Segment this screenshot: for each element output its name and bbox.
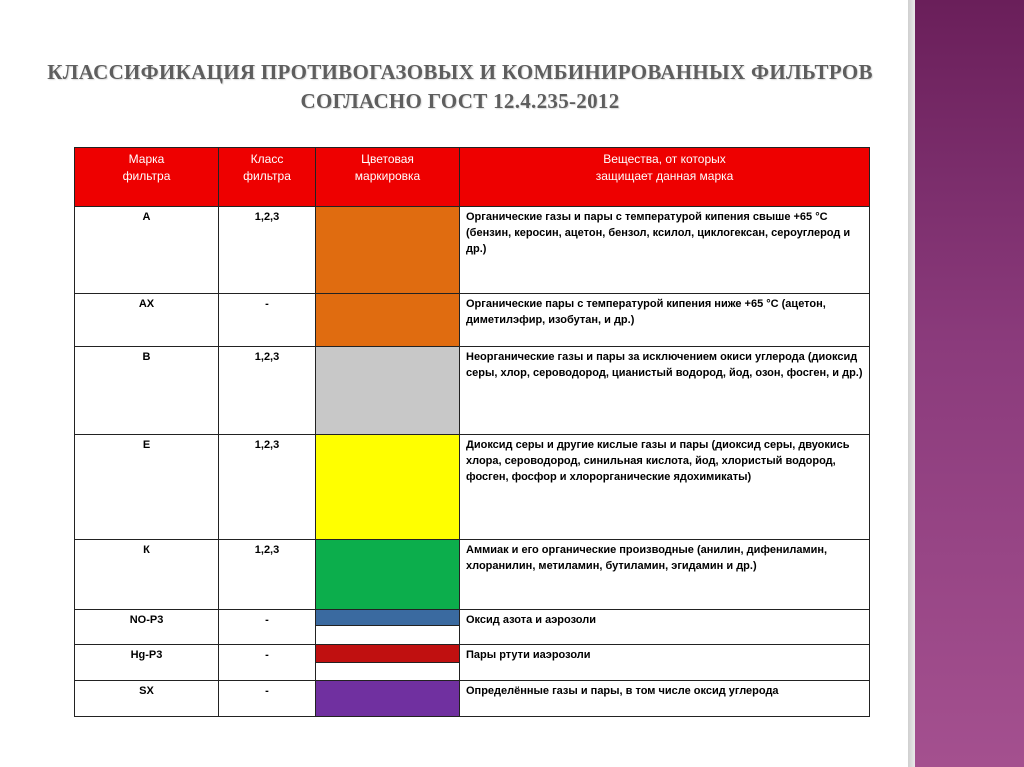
filter-description: Оксид азота и аэрозоли <box>460 610 870 645</box>
table-row <box>75 610 870 645</box>
color-swatch <box>316 645 460 681</box>
color-swatch <box>316 294 460 347</box>
filter-description: Пары ртути иаэрозоли <box>460 645 870 681</box>
color-swatch <box>316 347 460 435</box>
table-row <box>75 540 870 610</box>
filter-brand: В <box>75 347 219 435</box>
title-line-1: КЛАССИФИКАЦИЯ ПРОТИВОГАЗОВЫХ И КОМБИНИРОВАННЫХ ФИЛЬТРОВ <box>47 60 873 84</box>
filter-class: 1,2,3 <box>219 435 316 540</box>
filter-description: Диоксид серы и другие кислые газы и пары (диоксид серы, двуокись хлора, сероводород, синильная кислота, йод, хлористый водород, фосген, фосфор и хлорорганические ядохимикаты) <box>460 435 870 540</box>
filter-brand: Е <box>75 435 219 540</box>
color-swatch <box>316 540 460 610</box>
color-swatch <box>316 435 460 540</box>
filter-description: Аммиак и его органические производные (анилин, дифениламин, хлоранилин, метиламин, бутиламин, эгидамин и др.) <box>460 540 870 610</box>
filter-class: - <box>219 294 316 347</box>
decorative-side-panel <box>915 0 1024 767</box>
table-row <box>75 347 870 435</box>
table-row <box>75 681 870 717</box>
filter-class: - <box>219 645 316 681</box>
table-header-row <box>75 148 870 207</box>
filter-class: 1,2,3 <box>219 207 316 294</box>
filter-class: - <box>219 681 316 717</box>
filter-description: Определённые газы и пары, в том числе оксид углерода <box>460 681 870 717</box>
table-row <box>75 294 870 347</box>
filter-classification-table <box>74 147 870 717</box>
header-filter-class: Класс фильтра <box>219 148 316 207</box>
filter-brand: Hg-P3 <box>75 645 219 681</box>
filter-class: - <box>219 610 316 645</box>
header-substances: Вещества, от которых защищает данная марка <box>460 148 870 207</box>
page-title <box>40 58 880 116</box>
table-row <box>75 435 870 540</box>
filter-class: 1,2,3 <box>219 347 316 435</box>
decorative-stripe <box>908 0 915 767</box>
filter-description: Неорганические газы и пары за исключением окиси углерода (диоксид серы, хлор, сероводород, цианистый водород, йод, озон, фосген, и др.) <box>460 347 870 435</box>
header-color-marking: Цветовая маркировка <box>316 148 460 207</box>
filter-brand: К <box>75 540 219 610</box>
color-swatch <box>316 610 460 645</box>
filter-brand: SX <box>75 681 219 717</box>
filter-description: Органические газы и пары с температурой кипения свыше +65 °C (бензин, керосин, ацетон, бензол, ксилол, циклогексан, сероуглерод и др.) <box>460 207 870 294</box>
color-swatch <box>316 207 460 294</box>
table-row <box>75 207 870 294</box>
table-row <box>75 645 870 681</box>
color-swatch <box>316 681 460 717</box>
title-line-2: СОГЛАСНО ГОСТ 12.4.235-2012 <box>300 89 620 113</box>
filter-description: Органические пары с температурой кипения ниже +65 °C (ацетон, диметилэфир, изобутан, и др.) <box>460 294 870 347</box>
filter-brand: NO-P3 <box>75 610 219 645</box>
filter-class: 1,2,3 <box>219 540 316 610</box>
filter-brand: АХ <box>75 294 219 347</box>
filter-brand: А <box>75 207 219 294</box>
header-filter-brand: Марка фильтра <box>75 148 219 207</box>
